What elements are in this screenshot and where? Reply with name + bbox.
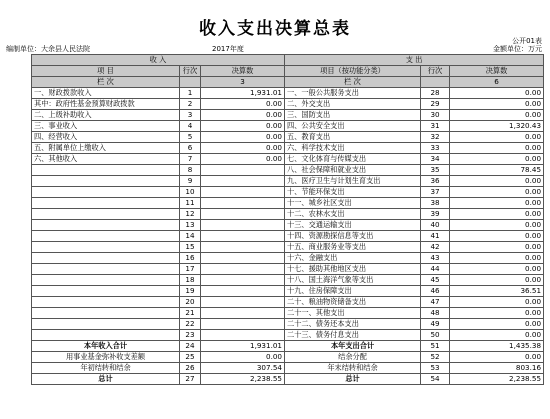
income-line-no: 18 [180, 275, 201, 286]
income-amount [201, 165, 285, 176]
income-item [32, 253, 180, 264]
money-unit: 金额单位：万元 [493, 45, 542, 53]
expense-total-line-no: 51 [421, 341, 450, 352]
expense-column-label: 栏 次 [285, 77, 421, 88]
expense-total-amount: 1,435.38 [450, 341, 544, 352]
expense-line-no: 28 [421, 88, 450, 99]
expense-amount: 0.00 [450, 242, 544, 253]
expense-line-no: 50 [421, 330, 450, 341]
income-line-no: 7 [180, 154, 201, 165]
expense-total-line-no: 52 [421, 352, 450, 363]
income-total-amount: 307.54 [201, 363, 285, 374]
column-header-row [32, 66, 544, 77]
table-row [32, 209, 544, 220]
income-total-line-no: 26 [180, 363, 201, 374]
income-line-no: 20 [180, 297, 201, 308]
expense-line-no: 31 [421, 121, 450, 132]
expense-item: 十四、资源勘探信息等支出 [285, 231, 421, 242]
expense-item: 四、公共安全支出 [285, 121, 421, 132]
income-line-no: 19 [180, 286, 201, 297]
expense-item: 十五、商业服务业等支出 [285, 242, 421, 253]
income-item [32, 198, 180, 209]
expense-line-no: 43 [421, 253, 450, 264]
expense-amount-header: 决算数 [450, 66, 544, 77]
income-item-header: 项 目 [32, 66, 180, 77]
income-total-label: 总计 [32, 374, 180, 385]
income-total-line-no: 24 [180, 341, 201, 352]
income-item [32, 187, 180, 198]
income-amount [201, 242, 285, 253]
income-item: 五、附属单位上缴收入 [32, 143, 180, 154]
income-amount [201, 220, 285, 231]
income-amount [201, 297, 285, 308]
expense-line-no: 42 [421, 242, 450, 253]
income-line-no: 21 [180, 308, 201, 319]
expense-amount: 78.45 [450, 165, 544, 176]
expense-total-line-no: 54 [421, 374, 450, 385]
expense-line-no: 39 [421, 209, 450, 220]
income-line-no: 3 [180, 110, 201, 121]
income-line-no: 13 [180, 220, 201, 231]
expense-amount-column-no: 6 [450, 77, 544, 88]
income-line-no: 8 [180, 165, 201, 176]
income-line-no: 15 [180, 242, 201, 253]
income-item: 其中：政府性基金预算财政拨款 [32, 99, 180, 110]
income-line-no: 11 [180, 198, 201, 209]
expense-total-label: 本年支出合计 [285, 341, 421, 352]
expense-item: 十七、援助其他地区支出 [285, 264, 421, 275]
expense-section-header: 支 出 [285, 55, 544, 66]
expense-item: 十六、金融支出 [285, 253, 421, 264]
income-item [32, 286, 180, 297]
table-row [32, 154, 544, 165]
income-item [32, 275, 180, 286]
table-row [32, 319, 544, 330]
expense-item: 三、国防支出 [285, 110, 421, 121]
expense-total-label: 结余分配 [285, 352, 421, 363]
table-row [32, 242, 544, 253]
expense-amount: 0.00 [450, 209, 544, 220]
expense-item: 十、节能环保支出 [285, 187, 421, 198]
income-line-no: 6 [180, 143, 201, 154]
expense-total-amount: 0.00 [450, 352, 544, 363]
income-line-no: 14 [180, 231, 201, 242]
income-line-no: 1 [180, 88, 201, 99]
table-row [32, 88, 544, 99]
income-amount: 0.00 [201, 110, 285, 121]
expense-line-no: 30 [421, 110, 450, 121]
income-line-no: 9 [180, 176, 201, 187]
expense-item: 十九、住房保障支出 [285, 286, 421, 297]
expense-amount: 1,320.43 [450, 121, 544, 132]
table-row [32, 198, 544, 209]
expense-amount: 0.00 [450, 154, 544, 165]
expense-item: 二十、粮油物资储备支出 [285, 297, 421, 308]
expense-line-no: 40 [421, 220, 450, 231]
expense-amount: 0.00 [450, 330, 544, 341]
income-amount [201, 308, 285, 319]
income-amount [201, 286, 285, 297]
expense-line-no: 35 [421, 165, 450, 176]
expense-amount: 0.00 [450, 297, 544, 308]
expense-line-no: 36 [421, 176, 450, 187]
expense-item: 七、文化体育与传媒支出 [285, 154, 421, 165]
expense-item: 二十一、其他支出 [285, 308, 421, 319]
expense-item: 十二、农林水支出 [285, 209, 421, 220]
income-line-no: 17 [180, 264, 201, 275]
total-row [32, 352, 544, 363]
expense-total-amount: 803.16 [450, 363, 544, 374]
income-item: 六、其他收入 [32, 154, 180, 165]
income-total-line-no: 27 [180, 374, 201, 385]
income-line-no: 22 [180, 319, 201, 330]
fiscal-year: 2017年度 [212, 45, 244, 53]
expense-line-no: 49 [421, 319, 450, 330]
income-total-line-no: 25 [180, 352, 201, 363]
expense-line-no: 45 [421, 275, 450, 286]
expense-amount: 0.00 [450, 264, 544, 275]
expense-line-no: 38 [421, 198, 450, 209]
table-row [32, 297, 544, 308]
income-amount [201, 176, 285, 187]
income-amount-column-no: 3 [201, 77, 285, 88]
expense-amount: 0.00 [450, 198, 544, 209]
income-expense-table [31, 54, 544, 385]
income-amount [201, 231, 285, 242]
income-line-no: 16 [180, 253, 201, 264]
expense-line-no: 34 [421, 154, 450, 165]
income-item [32, 231, 180, 242]
expense-line-no: 41 [421, 231, 450, 242]
income-line-header: 行次 [180, 66, 201, 77]
expense-item: 九、医疗卫生与计划生育支出 [285, 176, 421, 187]
form-number: 公开01表 [512, 37, 542, 45]
expense-total-amount: 2,238.55 [450, 374, 544, 385]
expense-amount: 0.00 [450, 308, 544, 319]
expense-line-no: 47 [421, 297, 450, 308]
income-amount [201, 319, 285, 330]
income-amount [201, 275, 285, 286]
total-row [32, 341, 544, 352]
expense-column-blank [421, 77, 450, 88]
income-amount [201, 209, 285, 220]
expense-item: 十三、交通运输支出 [285, 220, 421, 231]
expense-item: 十一、城乡社区支出 [285, 198, 421, 209]
income-line-no: 12 [180, 209, 201, 220]
expense-amount: 0.00 [450, 110, 544, 121]
table-row [32, 187, 544, 198]
expense-amount: 0.00 [450, 143, 544, 154]
expense-amount: 0.00 [450, 275, 544, 286]
income-amount: 0.00 [201, 121, 285, 132]
income-amount: 0.00 [201, 143, 285, 154]
expense-item: 八、社会保障和就业支出 [285, 165, 421, 176]
page-title: 收入支出决算总表 [199, 19, 351, 39]
income-amount [201, 264, 285, 275]
table-row [32, 132, 544, 143]
table-row [32, 176, 544, 187]
expense-line-no: 48 [421, 308, 450, 319]
income-item [32, 308, 180, 319]
expense-amount: 0.00 [450, 88, 544, 99]
expense-amount: 0.00 [450, 176, 544, 187]
income-item [32, 242, 180, 253]
expense-amount: 0.00 [450, 187, 544, 198]
income-line-no: 23 [180, 330, 201, 341]
expense-line-no: 32 [421, 132, 450, 143]
income-total-amount: 2,238.55 [201, 374, 285, 385]
income-column-label: 栏 次 [32, 77, 180, 88]
income-amount [201, 198, 285, 209]
expense-line-no: 37 [421, 187, 450, 198]
income-item [32, 176, 180, 187]
expense-line-no: 46 [421, 286, 450, 297]
expense-amount: 0.00 [450, 99, 544, 110]
table-row [32, 253, 544, 264]
income-amount [201, 330, 285, 341]
income-item [32, 264, 180, 275]
income-item: 二、上级补助收入 [32, 110, 180, 121]
income-total-amount: 0.00 [201, 352, 285, 363]
table-row [32, 286, 544, 297]
income-line-no: 2 [180, 99, 201, 110]
income-item [32, 209, 180, 220]
expense-item: 五、教育支出 [285, 132, 421, 143]
expense-line-no: 33 [421, 143, 450, 154]
income-total-amount: 1,931.01 [201, 341, 285, 352]
expense-total-line-no: 53 [421, 363, 450, 374]
expense-item: 二十三、债务付息支出 [285, 330, 421, 341]
income-line-no: 5 [180, 132, 201, 143]
income-amount: 1,931.01 [201, 88, 285, 99]
expense-amount: 0.00 [450, 319, 544, 330]
income-item: 三、事业收入 [32, 121, 180, 132]
income-amount [201, 253, 285, 264]
total-row [32, 374, 544, 385]
expense-item: 十八、国土海洋气象等支出 [285, 275, 421, 286]
expense-line-no: 44 [421, 264, 450, 275]
income-section-header: 收 入 [32, 55, 285, 66]
expense-line-header: 行次 [421, 66, 450, 77]
income-amount: 0.00 [201, 154, 285, 165]
table-row [32, 275, 544, 286]
income-line-no: 4 [180, 121, 201, 132]
table-row [32, 121, 544, 132]
expense-total-label: 年末结转和结余 [285, 363, 421, 374]
income-item [32, 297, 180, 308]
expense-amount: 0.00 [450, 220, 544, 231]
expense-item: 一、一般公共服务支出 [285, 88, 421, 99]
expense-item: 六、科学技术支出 [285, 143, 421, 154]
income-total-label: 年初结转和结余 [32, 363, 180, 374]
income-line-no: 10 [180, 187, 201, 198]
income-total-label: 用事业基金弥补收支差额 [32, 352, 180, 363]
expense-amount: 0.00 [450, 132, 544, 143]
table-row [32, 330, 544, 341]
expense-total-label: 总计 [285, 374, 421, 385]
column-index-row [32, 77, 544, 88]
table-row [32, 264, 544, 275]
table-row [32, 143, 544, 154]
income-amount: 0.00 [201, 99, 285, 110]
expense-item: 二十二、债务还本支出 [285, 319, 421, 330]
table-row [32, 110, 544, 121]
expense-amount: 36.51 [450, 286, 544, 297]
expense-line-no: 29 [421, 99, 450, 110]
income-column-blank [180, 77, 201, 88]
expense-item-header: 项目（按功能分类） [285, 66, 421, 77]
income-amount [201, 187, 285, 198]
income-amount-header: 决算数 [201, 66, 285, 77]
total-row [32, 363, 544, 374]
table-row [32, 220, 544, 231]
income-item: 四、经营收入 [32, 132, 180, 143]
expense-amount: 0.00 [450, 253, 544, 264]
income-item [32, 330, 180, 341]
income-amount: 0.00 [201, 132, 285, 143]
table-row [32, 165, 544, 176]
table-row [32, 99, 544, 110]
expense-item: 二、外交支出 [285, 99, 421, 110]
income-item [32, 220, 180, 231]
income-item [32, 165, 180, 176]
income-total-label: 本年收入合计 [32, 341, 180, 352]
table-row [32, 308, 544, 319]
table-row [32, 231, 544, 242]
section-header-row [32, 55, 544, 66]
expense-amount: 0.00 [450, 231, 544, 242]
compiling-unit: 编制单位：大余县人民法院 [6, 45, 90, 53]
income-item [32, 319, 180, 330]
income-item: 一、财政拨款收入 [32, 88, 180, 99]
